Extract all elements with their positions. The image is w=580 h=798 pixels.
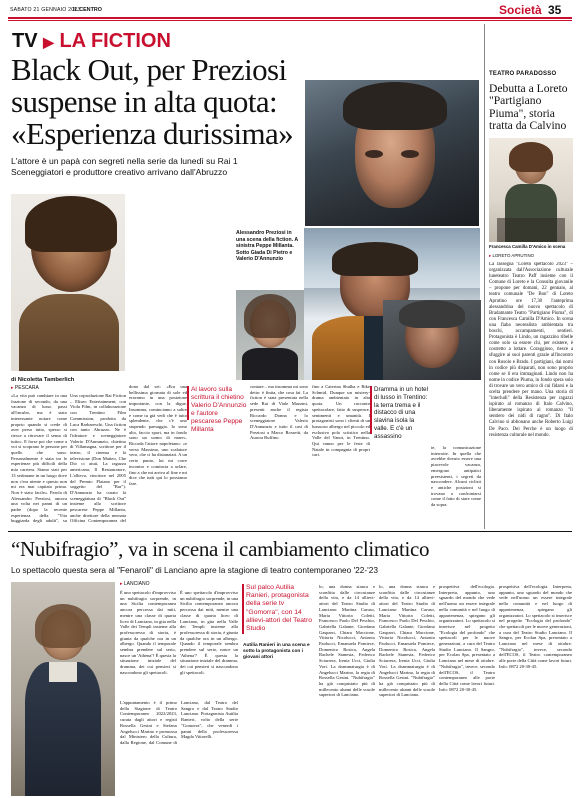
- dateline-text: PESCARA: [14, 385, 39, 391]
- kicker-fiction: LA FICTION: [59, 30, 171, 52]
- byline: [11, 377, 131, 383]
- pull-quote-2: [374, 386, 428, 441]
- bottom-col-2b: È uno spettacolo d'improvviso un nubifragio sorprende, in una Sicilia contemporanea ancora percossa dai miti, mentre una classe di quarta liceo di Lanciano, in gita nella Valle dei Templi insieme alla professoressa di storia, è giunta da qualche ora in un albergo. Quando il temporale sembra prendere sul serio, nasce un 'Athena'? È questa la situazione iniziale del dramma, dei cui pensieri si nascondono gli spettacoli.: [180, 590, 238, 675]
- bottom-divider: [8, 531, 572, 532]
- body-col-6: te, la comunicazione interrotte. In quella che avrebbe dovuto essere una piacevole vacanza, emergono antipatici preesistenti, i segreti da nascondere. Alcuni ciclisti e antiche posizioni si trovano a confrontarsi come il fatto di stare come da sopra.: [431, 445, 481, 508]
- sidebar-title-4: tratta da Calvino: [489, 119, 567, 133]
- photo-damico: [489, 138, 573, 242]
- byline-text: di Nicoletta Tamberlich: [11, 377, 75, 383]
- photo-caption: Alessandro Preziosi in una scena della fiction. A sinistra Peppe Millanta. Sotto Giada Di Pietro e Valerio D'Annunzio: [236, 230, 298, 263]
- bottom-photo-caption: Autilia Ranieri in una scena e sotto la protagonista con i giovani attori: [243, 643, 310, 660]
- pull-quote-1-text: Al lavoro sulla scrittura il chietino Valerio D'Annunzio e l'autore pescarese Peppe Millanta: [191, 386, 247, 433]
- body-col-4: contare... ma insomma mi sono detto: è finita, che cosa fai. La fiction è stata presentata nella sede Rai di Viale Mazzini, presenti anche il regista Riccardo Donna e lo sceneggiatore Valerio D'Annunzio e tutto il cast di Preziosi a Marco Rossetti, da Aurora Ruffino.: [250, 384, 308, 441]
- photo-ranieri: [11, 582, 115, 796]
- header-rule: [8, 17, 572, 19]
- header-rule-thin: [8, 20, 572, 21]
- bottom-col-1: È uno spettacolo d'improvviso un nubifragio sorprende, in una Sicilia contemporanea ancora percossa dai miti, mentre una classe di quarta liceo di Lanciano, in gita nella Valle dei Templi insieme alla professoressa di storia, è giunta da qualche ora in un albergo. Quando il temporale sembra prendere sul serio, nasce un 'Athena'? È questa la situazione iniziale del dramma, dei cui pensieri si nascondono gli spettacoli.: [120, 590, 176, 675]
- photo-di-pietro: [236, 290, 304, 380]
- body-col-3: dono dal set: «Era una bellissima giornata di sole ed eravamo in una posizione importante, con la digue. Insomma, cominciamo a salire e come tu già vedi che è tutto splendente, che c'è uno stupendo paesaggio. Io sono alto, faccio sport, ma in fondo sono un uomo di mare». Ricorda l'attore napoletano: «e verso Massimo, uno scalatore vero, che ci ha distanziati. A un certo punto, lui mi corre incontro e comincia a urlare, fino a che mi arriva al fine e mi dice che tutti qui lo possiamo fare.: [129, 384, 187, 486]
- header-paper: IL CENTRO: [73, 7, 102, 13]
- dateline: [11, 385, 39, 391]
- bottom-col-4b: prospettiva dell'ecologia. Interpreta, appunto, uno sguardo del mondo che vede nell'uomo un essere integrale nella comunità e nel luogo di appartenenza, spiegano gli organizzatori. Lo spettacolo si inserisce nel progetto "Ecologia del profondo" che spettacoli per le nuove generazioni, a cura del Teatro Studio Lanciano. Il Sangro, per Ecolan Spa, presentato a Lanciano nel mese di ottobre. "Nubifragio", invece, secondo dell'ECOS, il Teatro contemporaneo alle porte della Città come lavori futuri. Info: 0872 20-30-45.: [499, 584, 572, 669]
- photo-millanta: [11, 194, 125, 371]
- header-date: SABATO 21 GENNAIO 2023: [10, 7, 81, 13]
- subhead-line-2: Sceneggiatori e produttore creativo arrivano dall'Abruzzo: [11, 167, 228, 177]
- bottom-dateline: [120, 581, 149, 587]
- bottom-pull-quote-text: Sul palco Autilia Ranieri, protagonista della serie tv "Gomorra", con 14 allievi-attori del Teatro Studio: [246, 584, 312, 633]
- bottom-dateline-text: LANCIANO: [123, 581, 150, 587]
- pull-quote-1: [191, 386, 247, 434]
- photo-preziosi-closeup: [305, 80, 479, 226]
- headline-line-3: «Esperienza durissima»: [11, 116, 294, 151]
- sidebar-divider: [484, 24, 485, 529]
- photo-dannunzio: [383, 300, 481, 380]
- sidebar-title-3: Piuma", storia: [489, 106, 555, 120]
- subhead-line-1: L'attore è un papà con segreti nella serie da lunedì su Rai 1: [11, 156, 238, 166]
- sidebar-caption: Francesca Camilla D'Amico in scena: [489, 244, 566, 249]
- headline-line-1: Black Out, per Preziosi: [11, 52, 287, 87]
- sidebar-title-1: Debutta a Loreto: [489, 82, 568, 95]
- kicker: [12, 30, 171, 53]
- kicker-arrow-icon: ▶: [43, 34, 54, 50]
- kicker-tv: TV: [12, 30, 38, 52]
- bottom-headline: “Nubifragio”, va in scena il cambiamento climatico: [11, 537, 430, 561]
- sidebar-dateline-arrow-icon: ▸: [489, 253, 492, 258]
- header-page-number: 35: [548, 3, 562, 17]
- body-col-5: fino a Caterina Shulha e Rike Schmid. Dunque un mistery-drama ambientato in alta quota. Un racconto spettacolare, fatto di suspence, sentimenti e umanità. I protagonisti sono i clienti di un lussuoso albergo nel piccolo ed esclusivo polo sciistico nella Valle del Vanoi, in Trentino. Qui vanno per le feste di Natale in compagnia di propri cari.: [312, 384, 370, 458]
- dateline-arrow-icon: ▸: [11, 385, 14, 391]
- sidebar-body: La rassegna "Loreto spettacolo 2023" – organizzata dall'Associazione culturale luneteatro Teatro Paff insieme con il Comune di Loreto e la Consulta giovanile – propone per domani, 22 gennaio, al teatro comunale "De Bon" di Loreto Aprutino ore 17,30 l'anteprima alessandrina del nuovo spettacolo di Bradamante Teatro "Partigiano Piuma", di con Francesca Camilla D'Amico. In scena una fiaba neorealista ambientata tra boschi, accampamenti, sentieri. Protagonista è Lindo, un ragazzino ribelle come solo sa essere chi, per esistere, è costretto a lottare. Coraggioso, riesce a sfuggire ai suoi parenti grazie all'incontro con Rosolo e Brado. I partigiani, dai nomi in codice più disparati, non sono proprio come se li era immaginati. Lindo non ha nome in codice Piuma, in fondo spera solo di trovare un vero amico di cui fidarsi e la scelta prendere per mano. Una storia di "interludi" della Resistenza per ragazzi ispirato al romanzo di Italo Calvino, liberamente ispirato al romanzo "Il sentiero dei nidi di ragno". Di Italo Calvino si abbonano anche Roberto Luigi De Paco. Dei Perche è un luogo di resistenza culturale nel mondo.: [489, 262, 573, 438]
- bottom-dateline-arrow-icon: ▸: [120, 581, 123, 587]
- sidebar-title: [489, 83, 573, 133]
- header-section: Società: [499, 3, 542, 17]
- body-col-2: Una coproduzione Rai Fiction – Eliseo Entertainment, con Viola Film, in collaborazione con Trentino Film Commission, prodotta da Luca Barbareschi. Una fiction con tanto Abruzzo. Ne è l'ideatore e sceneggiatore Valerio D'Annunzio, chietino di Villamagna, scrittore per il teatro, il cinema e la televisione (Don Matteo, Che Dio ci aiuti, La ragazza americana, Il Restauratore, L'allieva, vincitore nel 2005 del Premio Flaiano per il soggetto del "Bar"). D'Annunzio ha curato la sceneggiatura di "Black Out" insieme allo scrittore pescarese Peppe Millanta, anche direttore della neonata Officina Contemporanea del: [70, 393, 126, 523]
- bottom-col-3b: lo, una donna stanca e sconfitta dalle circostanze della vita, e da 14 allievi-attori del Teatro Studio di Lanciano: Martina Caruso, Maria Vittoria Coletti, Francesco Paolo Del Peschio, Gabriella Galante, Giordano Gasparri, Chiara Maccione, Vittoria Nicolucci, Antonio Paolucci, Emanuela Pomiece, Domenico Rosica, Angela Rachele Stanesta, Federico Sciarrera, Irenia Ucci, Giulia Vori. La drammaturgia è di Angelucci Marino, la regia di Rossella Gesini. "Nubifragio" ha già conquistato più di millecento alunni delle scuole superiori di Lanciano.: [379, 584, 435, 698]
- sidebar-dateline-text: LORETO APRUTINO: [492, 253, 535, 258]
- body-col-1: «La vita può cambiare in una frazione di secondo, da una vacanza di lusso passi all'incubo, ma è stato interessante notare come proprio quando si crede di aver perso tutto, spesso si riesce a ritrovare il senso di tutto». E forse poi che come a voi si scoprano le persone per quello che sono. Personalmente è stata tra le esperienze più difficili della mia carriera. Siamo stati per 13 settimane in un luogo dove non c'era niente e questo non mi era mai capitato prima. Non è stato facile». Parola di Alessandro Preziosi, ancora una volta nei panni di un padre (dopo la recente esperienza della "Vita buggiarda degli adulti", su: [11, 393, 67, 523]
- sidebar-dateline: [489, 253, 534, 259]
- bottom-pull-quote: [246, 584, 314, 633]
- headline-line-2: suspense in alta quota:: [11, 84, 278, 119]
- bottom-col-2: L'appuntamento è il primo della Stagione di Teatro Contemporaneo 2022/2023, curata dagli attori e registi Rossella Gesini e Stefano Angelucci Marino e promossa dal Ministero della Cultura, dalla Regione, dal Comune di Lanciano, dal Teatro del Sangro e dal Teatro Studio Lanciano. Protagonista Autilia Ranieri, volto della serie "Gomorra", che venerdì i panni della professoressa Magda Vittorelli.: [120, 700, 238, 745]
- sidebar-label: TEATRO PARADOSSO: [489, 71, 557, 77]
- pull-quote-2-text: Dramma in un hotel di lusso in Trentino: la terra trema e il distacco di una slavina isola la valle. E c'è un assassino: [374, 386, 428, 440]
- bottom-subhead: Lo spettacolo questa sera al "Fenaroli" di Lanciano apre la stagione di teatro contemporaneo '22-'23: [11, 565, 378, 575]
- bottom-col-4: prospettiva dell'ecologia. Interpreta, appunto, uno sguardo del mondo che vede nell'uomo un essere integrale nella comunità e nel luogo di appartenenza, spiegano gli organizzatori. Lo spettacolo si inserisce nel progetto "Ecologia del profondo" che spettacoli per le nuove generazioni, a cura del Teatro Studio Lanciano. Il Sangro, per Ecolan Spa, presentato a Lanciano nel mese di ottobre. "Nubifragio", invece, secondo dell'ECOS, il Teatro contemporaneo alle porte della Città come lavori futuri. Info: 0872 20-30-45.: [439, 584, 495, 692]
- sidebar-title-2: "Partigiano: [489, 94, 542, 108]
- bottom-col-3: lo, una donna stanca e sconfitta dalle circostanze della vita, e da 14 allievi-attori del Teatro Studio di Lanciano: Martina Caruso, Maria Vittoria Coletti, Francesco Paolo Del Peschio, Gabriella Galante, Giordano Gasparri, Chiara Maccione, Vittoria Nicolucci, Antonio Paolucci, Emanuela Pomiece, Domenico Rosica, Angela Rachele Stanesta, Federico Sciarrera, Irenia Ucci, Giulia Vori. La drammaturgia è di Angelucci Marino, la regia di Rossella Gesini. "Nubifragio" ha già conquistato più di millecento alunni delle scuole superiori di Lanciano.: [319, 584, 375, 698]
